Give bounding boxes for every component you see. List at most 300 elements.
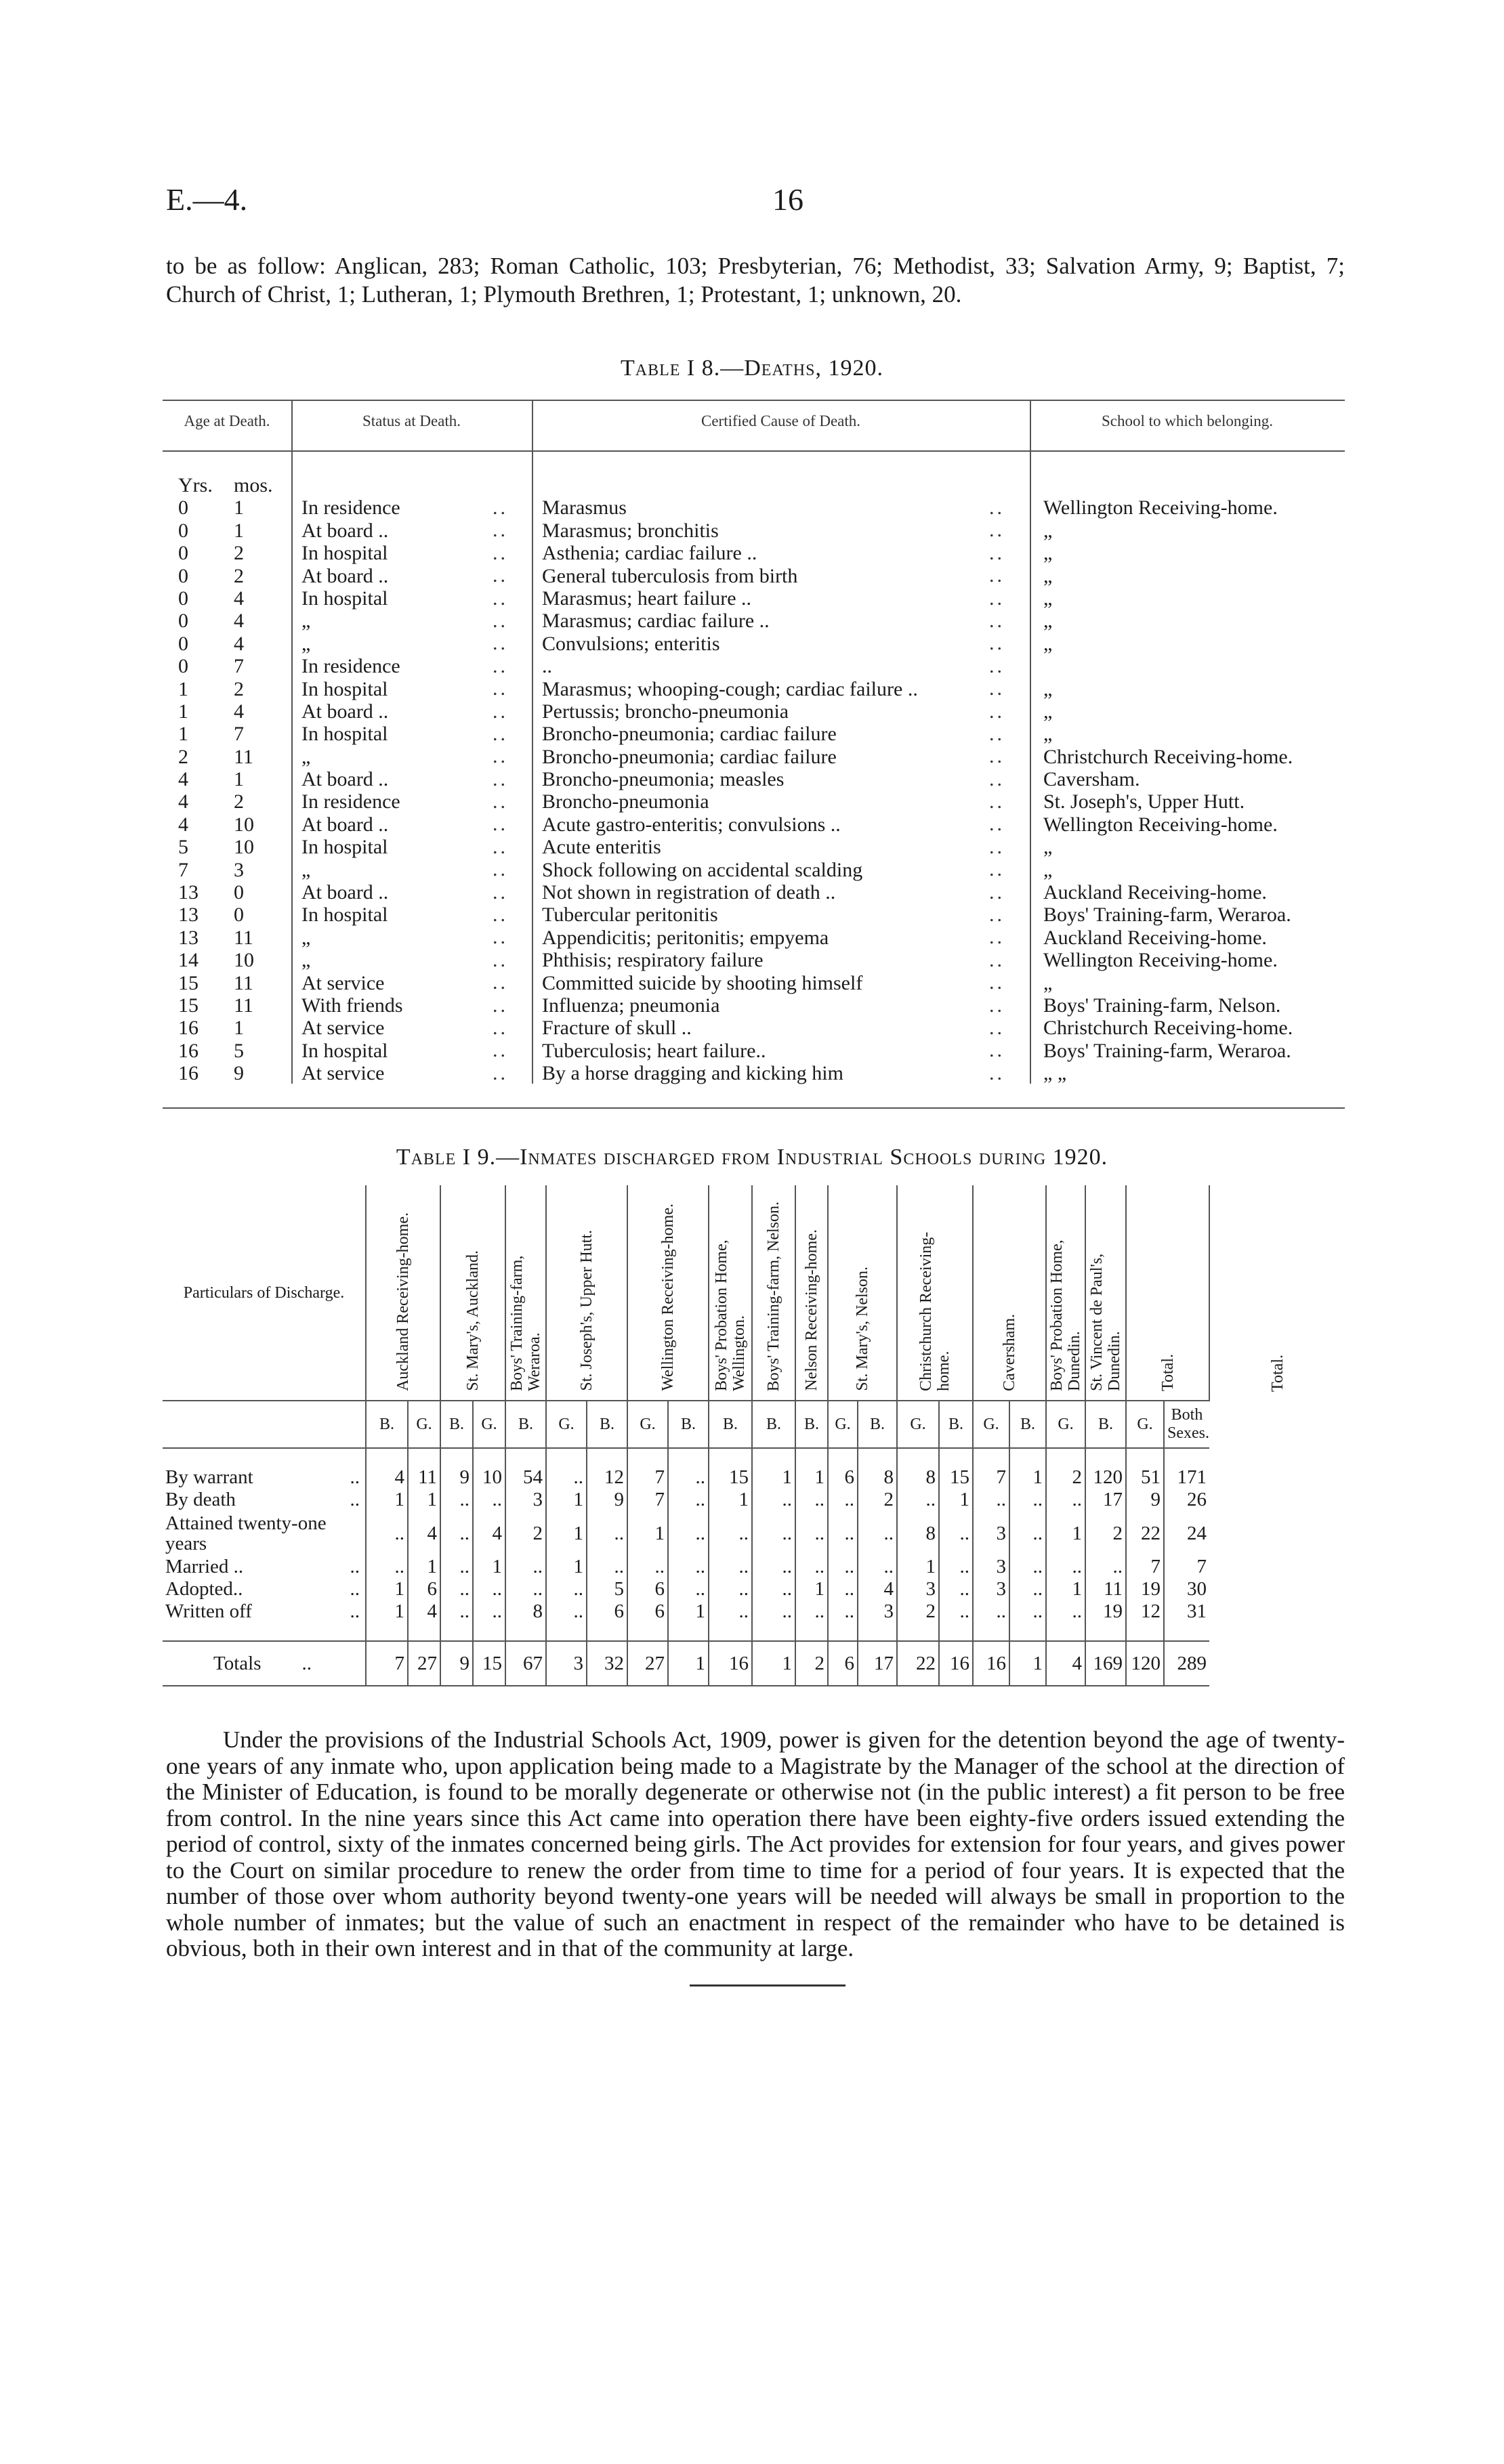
discharge-cell: 1: [366, 1600, 408, 1623]
leader-dots: ..: [350, 1578, 360, 1600]
school-header-text: Caversham.: [1001, 1314, 1018, 1391]
death-age-years: 0: [178, 610, 188, 633]
spacer-cell: [1126, 1448, 1164, 1466]
discharge-cell: 2: [505, 1511, 546, 1556]
spacer-cell: [858, 1448, 897, 1466]
death-age-years: 0: [178, 655, 188, 678]
table18-top-rule: [163, 400, 1345, 401]
death-status: At board ..: [301, 813, 389, 836]
leader-dots: ..: [989, 926, 1005, 949]
death-age-years: 0: [178, 496, 188, 519]
sex-header: B.: [709, 1401, 752, 1448]
discharge-cell: 171: [1164, 1466, 1209, 1489]
discharge-row: [163, 1578, 1345, 1600]
leader-dots: ..: [989, 880, 1005, 904]
discharge-cell: 19: [1126, 1578, 1164, 1600]
school-header: [1085, 1185, 1126, 1401]
discharge-cell: 7: [627, 1466, 668, 1489]
discharge-cell: 4: [473, 1511, 505, 1556]
leader-dots: ..: [989, 700, 1005, 723]
discharge-label-text: Adopted..: [165, 1578, 243, 1600]
death-cause: Acute gastro-enteritis; convulsions ..: [542, 813, 841, 836]
totals-cell: 15: [473, 1641, 505, 1686]
discharge-cell: 9: [587, 1489, 627, 1511]
discharge-cell: 26: [1164, 1489, 1209, 1511]
spacer-cell: [440, 1448, 473, 1466]
document-reference: E.—4.: [166, 182, 248, 217]
discharge-cell: ..: [1046, 1489, 1085, 1511]
spacer-cell: [505, 1448, 546, 1466]
sex-header: G.: [973, 1401, 1009, 1448]
leader-dots: ..: [493, 1016, 508, 1039]
spacer-cell: [627, 1448, 668, 1466]
table18-divider: [291, 400, 293, 1084]
school-header: [546, 1185, 627, 1401]
school-header: [505, 1185, 546, 1401]
death-status: At service: [301, 1062, 385, 1085]
death-status: At board ..: [301, 519, 389, 542]
totals-cell: 16: [939, 1641, 973, 1686]
leader-dots: ..: [493, 541, 508, 564]
discharge-cell: ..: [973, 1600, 1009, 1623]
school-header: [973, 1185, 1046, 1401]
discharge-cell: ..: [709, 1511, 752, 1556]
leader-dots: ..: [493, 654, 508, 677]
death-age: [166, 678, 268, 700]
death-age: [166, 790, 268, 813]
discharge-cell: ..: [505, 1556, 546, 1578]
death-age-months: 4: [234, 610, 244, 633]
spacer-cell: [1046, 1623, 1085, 1641]
death-school: Boys' Training-farm, Nelson.: [1043, 994, 1281, 1017]
leader-dots: ..: [301, 1652, 312, 1674]
discharge-cell: 3: [897, 1578, 939, 1600]
leader-dots: ..: [350, 1489, 360, 1510]
discharge-label: [165, 1489, 362, 1511]
death-school: St. Joseph's, Upper Hutt.: [1043, 790, 1245, 813]
death-age-years: 16: [178, 1062, 199, 1085]
death-school: Wellington Receiving-home.: [1043, 813, 1278, 836]
discharge-cell: 1: [897, 1556, 939, 1578]
discharge-cell: ..: [473, 1578, 505, 1600]
death-cause: ..: [542, 655, 552, 678]
spacer-cell: [973, 1623, 1009, 1641]
spacer-cell: [408, 1448, 440, 1466]
discharge-cell: ..: [939, 1556, 973, 1578]
table18-school-column: [1043, 474, 1293, 1085]
discharge-label-cell: [163, 1489, 366, 1511]
school-header-text: Boys' Probation Home, Wellington.: [713, 1239, 748, 1391]
discharge-cell: 54: [505, 1466, 546, 1489]
death-age: [166, 746, 268, 768]
death-age: [166, 972, 268, 994]
school-header-text: Boys' Training-farm, Weraroa.: [508, 1255, 543, 1391]
discharge-cell: ..: [752, 1600, 795, 1623]
leader-dots: ..: [493, 745, 508, 768]
death-status: With friends: [301, 994, 403, 1017]
spacer-cell: [1009, 1448, 1046, 1466]
totals-cell: 2: [795, 1641, 828, 1686]
sex-header: B.: [1009, 1401, 1046, 1448]
death-age-years: 15: [178, 971, 199, 994]
leader-dots: ..: [989, 722, 1005, 745]
discharge-cell: 1: [668, 1600, 709, 1623]
table18-bottom-rule: [163, 1107, 1345, 1109]
death-status: In residence: [301, 496, 400, 519]
discharge-cell: 1: [546, 1489, 587, 1511]
discharge-cell: ..: [939, 1511, 973, 1556]
death-status: At board ..: [301, 700, 389, 723]
leader-dots: ..: [989, 1061, 1005, 1084]
discharge-cell: 1: [939, 1489, 973, 1511]
leader-dots: ..: [493, 790, 508, 813]
death-status: At service: [301, 1017, 385, 1040]
spacer-cell: [1164, 1448, 1209, 1466]
discharge-cell: 1: [366, 1578, 408, 1600]
death-cause: Broncho-pneumonia: [542, 790, 709, 813]
spacer-cell: [163, 1448, 366, 1466]
school-header: [752, 1185, 795, 1401]
discharge-cell: 1: [752, 1466, 795, 1489]
leader-dots: ..: [989, 1016, 1005, 1039]
death-age: [166, 859, 268, 881]
discharge-label-cell: [163, 1466, 366, 1489]
table18-cause-column: [542, 474, 918, 1085]
leader-dots: ..: [989, 835, 1005, 858]
spacer-cell: [709, 1448, 752, 1466]
discharge-cell: ..: [828, 1578, 858, 1600]
death-age-months: 2: [234, 677, 244, 700]
death-school: „: [1043, 632, 1053, 655]
spacer-cell: [473, 1623, 505, 1641]
discharge-cell: ..: [546, 1578, 587, 1600]
spacer-cell: [473, 1448, 505, 1466]
sex-header: G.: [546, 1401, 587, 1448]
discharge-cell: 3: [973, 1511, 1009, 1556]
discharge-cell: ..: [366, 1556, 408, 1578]
death-school: Boys' Training-farm, Weraroa.: [1043, 1039, 1291, 1062]
death-age: [166, 813, 268, 836]
spacer-cell: [1085, 1623, 1126, 1641]
death-age-years: 15: [178, 994, 199, 1017]
leader-dots: ..: [989, 654, 1005, 677]
death-age-months: 7: [234, 723, 244, 746]
spacer-cell: [366, 1448, 408, 1466]
totals-cell: 27: [408, 1641, 440, 1686]
discharge-cell: ..: [828, 1489, 858, 1511]
leader-dots: ..: [989, 767, 1005, 790]
discharge-row: [163, 1600, 1345, 1623]
death-age: [166, 1062, 268, 1084]
death-cause: By a horse dragging and kicking him: [542, 1062, 843, 1085]
discharge-label: [165, 1556, 362, 1578]
death-age-months: 1: [234, 768, 244, 791]
discharge-label-text: By death: [165, 1489, 236, 1510]
death-age-years: 5: [178, 836, 188, 859]
death-age: [166, 565, 268, 587]
discharge-label-text: By warrant: [165, 1466, 253, 1488]
leader-dots: ..: [989, 948, 1005, 971]
school-header-text: Wellington Receiving-home.: [659, 1204, 677, 1391]
discharge-label-cell: [163, 1556, 366, 1578]
death-cause: General tuberculosis from birth: [542, 564, 798, 587]
death-status: At board ..: [301, 564, 389, 587]
totals-cell: 16: [709, 1641, 752, 1686]
sex-header: B.: [505, 1401, 546, 1448]
totals-cell: 289: [1164, 1641, 1209, 1686]
school-header-text: Total.: [1268, 1355, 1287, 1392]
spacer-cell: [858, 1623, 897, 1641]
death-age-years: 1: [178, 700, 188, 723]
death-age-months: 7: [234, 655, 244, 678]
discharge-cell: 4: [408, 1511, 440, 1556]
spacer-cell: [546, 1448, 587, 1466]
death-age-months: 0: [234, 881, 244, 904]
table18-header-age: Age at Death.: [184, 412, 270, 429]
discharge-cell: ..: [752, 1489, 795, 1511]
discharge-label: [165, 1578, 362, 1600]
totals-cell: 22: [897, 1641, 939, 1686]
totals-cell: 1: [1009, 1641, 1046, 1686]
discharge-cell: 12: [587, 1466, 627, 1489]
intro-paragraph: to be as follow: Anglican, 283; Roman Catholic, 103; Presbyterian, 76; Methodist, 33; Salvation Army, 9; Baptist, 7; Church of Christ, 1; Lutheran, 1; Plymouth Brethren, 1; Protestant, 1; unknown, 20.: [166, 253, 1345, 307]
leader-dots: ..: [493, 1061, 508, 1084]
discharge-cell: ..: [752, 1578, 795, 1600]
death-age-years: 4: [178, 768, 188, 791]
spacer-cell: [163, 1623, 366, 1641]
leader-dots: ..: [989, 994, 1005, 1017]
death-status: In hospital: [301, 836, 388, 859]
discharge-label-text: Written off: [165, 1600, 252, 1622]
discharge-label: [165, 1466, 362, 1489]
sex-header: B.: [939, 1401, 973, 1448]
spacer-cell: [828, 1448, 858, 1466]
discharge-cell: 1: [795, 1466, 828, 1489]
discharge-cell: 5: [587, 1578, 627, 1600]
sex-header: B.: [795, 1401, 828, 1448]
death-age: [166, 496, 268, 519]
leader-dots: ..: [493, 994, 508, 1017]
school-header: [1046, 1185, 1085, 1401]
spacer-cell: [587, 1623, 627, 1641]
death-age-years: 13: [178, 904, 199, 927]
sex-header: G.: [627, 1401, 668, 1448]
discharge-row: [163, 1466, 1345, 1489]
discharge-cell: ..: [1009, 1511, 1046, 1556]
totals-cell: 32: [587, 1641, 627, 1686]
death-cause: Marasmus; whooping-cough; cardiac failure ..: [542, 677, 918, 700]
discharge-cell: 4: [408, 1600, 440, 1623]
totals-cell: 27: [627, 1641, 668, 1686]
discharge-cell: 6: [627, 1600, 668, 1623]
leader-dots: ..: [493, 767, 508, 790]
discharge-cell: 3: [505, 1489, 546, 1511]
discharge-cell: ..: [1009, 1489, 1046, 1511]
leader-dots: ..: [350, 1556, 360, 1577]
discharge-cell: 8: [897, 1511, 939, 1556]
death-age: [166, 994, 268, 1017]
sex-header: B.: [858, 1401, 897, 1448]
leader-dots: ..: [989, 745, 1005, 768]
death-status: In hospital: [301, 677, 388, 700]
discharge-cell: 11: [1085, 1578, 1126, 1600]
death-school: „: [1043, 542, 1053, 565]
death-age-months: 10: [234, 813, 254, 836]
leader-dots: ..: [493, 496, 508, 519]
discharge-cell: 1: [408, 1556, 440, 1578]
death-cause: Shock following on accidental scalding: [542, 858, 863, 881]
death-status: „: [301, 610, 311, 633]
death-cause: Marasmus; cardiac failure ..: [542, 610, 770, 633]
death-age: [166, 904, 268, 926]
leader-dots: ..: [493, 926, 508, 949]
school-header-text: Total.: [1158, 1354, 1177, 1391]
leader-dots: ..: [493, 880, 508, 904]
discharge-cell: 11: [408, 1466, 440, 1489]
leader-dots: ..: [989, 564, 1005, 587]
death-age-months: 11: [234, 994, 253, 1017]
death-school: Wellington Receiving-home.: [1043, 496, 1278, 519]
body-paragraph: Under the provisions of the Industrial Schools Act, 1909, power is given for the detention beyond the age of twenty-one years of any inmate who, upon application being made to a Magistrate by the Manager of the school at the direction of the Minister of Education, is found to be morally degenerate or otherwise not (in the public interest) a fit person to be free from control. In the nine years since this Act came into operation there have been eighty-five orders issued extending the period of control, sixty of the inmates concerned being girls. The Act provides for extension for four years, and gives power to the Court on similar procedure to renew the order from time to time for a period of four years. It is expected that the number of those over whom authority beyond twenty-one years will be needed will always be small in proportion to the whole number of inmates; but the value of such an enactment in respect of the remainder who have to be detained is obvious, both in their own interest and in that of the community at large.: [166, 1726, 1345, 1961]
discharge-cell: 7: [973, 1466, 1009, 1489]
discharge-cell: ..: [473, 1600, 505, 1623]
sex-header: G.: [897, 1401, 939, 1448]
discharge-cell: 6: [408, 1578, 440, 1600]
discharge-cell: ..: [1009, 1578, 1046, 1600]
discharge-cell: 1: [408, 1489, 440, 1511]
discharge-label-cell: [163, 1511, 366, 1556]
death-age: [166, 610, 268, 632]
totals-label-cell: [163, 1641, 366, 1686]
discharge-cell: 1: [1009, 1466, 1046, 1489]
leader-dots: ..: [493, 632, 508, 655]
table19: [163, 1185, 1345, 1686]
school-header-text: St. Mary's, Nelson.: [854, 1267, 871, 1391]
discharge-cell: 3: [858, 1600, 897, 1623]
discharge-cell: 8: [505, 1600, 546, 1623]
discharge-cell: 15: [709, 1466, 752, 1489]
leader-dots: ..: [493, 835, 508, 858]
table18-header-rule: [163, 450, 1345, 452]
death-cause: Marasmus; heart failure ..: [542, 587, 752, 610]
discharge-cell: ..: [709, 1556, 752, 1578]
discharge-cell: 1: [1046, 1578, 1085, 1600]
death-age: [166, 768, 268, 790]
totals-cell: 7: [366, 1641, 408, 1686]
leader-dots: ..: [350, 1466, 360, 1488]
death-age-years: 0: [178, 542, 188, 565]
death-age-months: 1: [234, 519, 244, 542]
death-age-years: 4: [178, 813, 188, 836]
leader-dots: ..: [493, 587, 508, 610]
discharge-cell: ..: [668, 1511, 709, 1556]
discharge-cell: 1: [709, 1489, 752, 1511]
discharge-cell: ..: [709, 1578, 752, 1600]
discharge-label: [165, 1600, 362, 1623]
discharge-cell: ..: [1085, 1556, 1126, 1578]
death-age-months: 10: [234, 836, 254, 859]
death-age-months: 2: [234, 790, 244, 813]
discharge-cell: 12: [1126, 1600, 1164, 1623]
spacer-cell: [828, 1623, 858, 1641]
discharge-cell: ..: [440, 1578, 473, 1600]
totals-cell: 9: [440, 1641, 473, 1686]
discharge-cell: ..: [587, 1511, 627, 1556]
discharge-cell: 8: [858, 1466, 897, 1489]
school-header: [709, 1185, 752, 1401]
discharge-cell: 31: [1164, 1600, 1209, 1623]
discharge-cell: ..: [1046, 1600, 1085, 1623]
leader-dots: ..: [493, 813, 508, 836]
leader-dots: ..: [493, 564, 508, 587]
death-cause: Broncho-pneumonia; cardiac failure: [542, 723, 837, 746]
leader-dots: ..: [350, 1600, 360, 1622]
leader-dots: ..: [493, 700, 508, 723]
sex-header: G.: [1126, 1401, 1164, 1448]
school-header: [627, 1185, 709, 1401]
death-age: [166, 519, 268, 542]
death-cause: Tubercular peritonitis: [542, 904, 718, 927]
death-age-years: 0: [178, 519, 188, 542]
death-age-months: 5: [234, 1039, 244, 1062]
sex-header: B.: [587, 1401, 627, 1448]
death-school: „: [1043, 677, 1053, 700]
totals-cell: 1: [752, 1641, 795, 1686]
death-age-months: 11: [234, 971, 253, 994]
school-header: [366, 1185, 440, 1401]
death-age-years: 13: [178, 926, 199, 949]
death-age-years: 16: [178, 1039, 199, 1062]
leader-dots: ..: [493, 519, 508, 542]
leader-dots: ..: [989, 541, 1005, 564]
leader-dots: ..: [989, 813, 1005, 836]
discharge-cell: ..: [440, 1600, 473, 1623]
discharge-cell: 9: [1126, 1489, 1164, 1511]
school-header-text: Boys' Training-farm, Nelson.: [765, 1201, 782, 1391]
death-cause: Appendicitis; peritonitis; empyema: [542, 926, 829, 949]
discharge-cell: ..: [939, 1578, 973, 1600]
school-header: [1126, 1185, 1209, 1401]
table18-header-school: School to which belonging.: [1102, 412, 1273, 429]
leader-dots: ..: [493, 858, 508, 881]
school-header-text: Auckland Receiving-home.: [394, 1212, 412, 1391]
spacer: [1043, 474, 1293, 496]
discharge-cell: ..: [828, 1600, 858, 1623]
discharge-cell: 19: [1085, 1600, 1126, 1623]
spacer-cell: [752, 1623, 795, 1641]
death-age: [166, 723, 268, 745]
discharge-cell: ..: [1009, 1600, 1046, 1623]
spacer-cell: [939, 1623, 973, 1641]
death-status: At board ..: [301, 881, 389, 904]
spacer-cell: [795, 1448, 828, 1466]
spacer-cell: [709, 1623, 752, 1641]
death-school: „: [1043, 564, 1053, 587]
sex-header: G.: [828, 1401, 858, 1448]
discharge-label-text: Married ..: [165, 1556, 244, 1577]
death-age: [166, 1040, 268, 1062]
death-school: „: [1043, 519, 1053, 542]
spacer-cell: [1046, 1448, 1085, 1466]
leader-dots: ..: [989, 519, 1005, 542]
death-age-months: 3: [234, 858, 244, 881]
discharge-cell: ..: [828, 1556, 858, 1578]
spacer-cell: [668, 1623, 709, 1641]
death-age: [166, 655, 268, 677]
discharge-cell: 120: [1085, 1466, 1126, 1489]
discharge-cell: ..: [440, 1489, 473, 1511]
totals-row: [163, 1641, 1345, 1686]
